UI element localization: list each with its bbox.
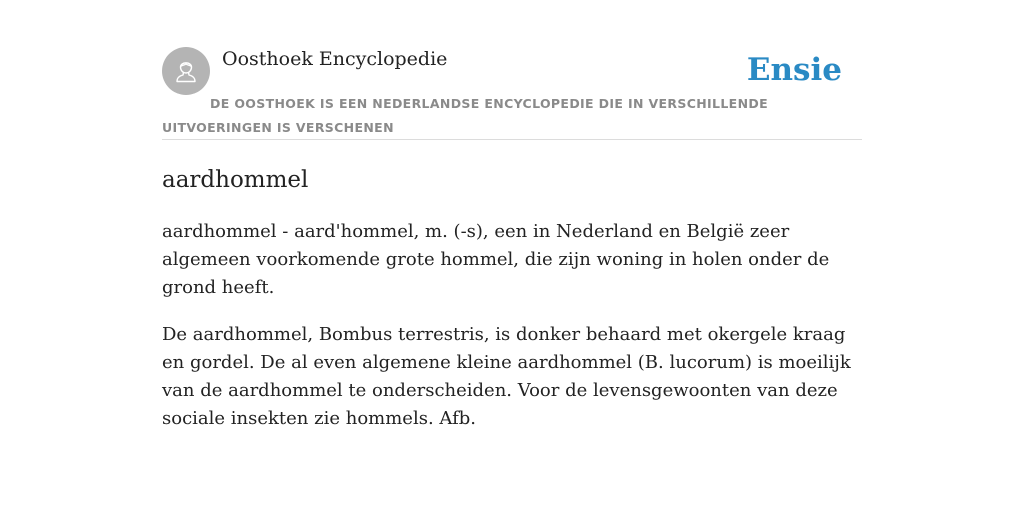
brand-logo[interactable]: Ensie (746, 52, 842, 88)
avatar[interactable] (162, 47, 210, 95)
page (162, 0, 862, 433)
article-paragraph: aardhommel - aard'hommel, m. (-s), een in Nederland en België zeer algemeen voorkomende grote hommel, die zijn woning in holen onder de grond heeft. (162, 221, 830, 298)
user-icon (171, 56, 201, 86)
source-title[interactable]: Oosthoek Encyclopedie (222, 48, 448, 70)
source-header (162, 47, 862, 140)
source-description: DE OOSTHOEK IS EEN NEDERLANDSE ENCYCLOPEDIE DIE IN VERSCHILLENDE UITVOERINGEN IS VERSCHENEN (162, 96, 768, 135)
article-paragraph: De aardhommel, Bombus terrestris, is donker behaard met okergele kraag en gordel. De al even algemene kleine aardhommel (B. lucorum) is moeilijk van de aardhommel te onderscheiden. Voor de levensgewoonten van deze sociale insekten zie hommels. Afb. (162, 324, 851, 429)
article-title: aardhommel (162, 167, 309, 193)
article (162, 164, 862, 433)
